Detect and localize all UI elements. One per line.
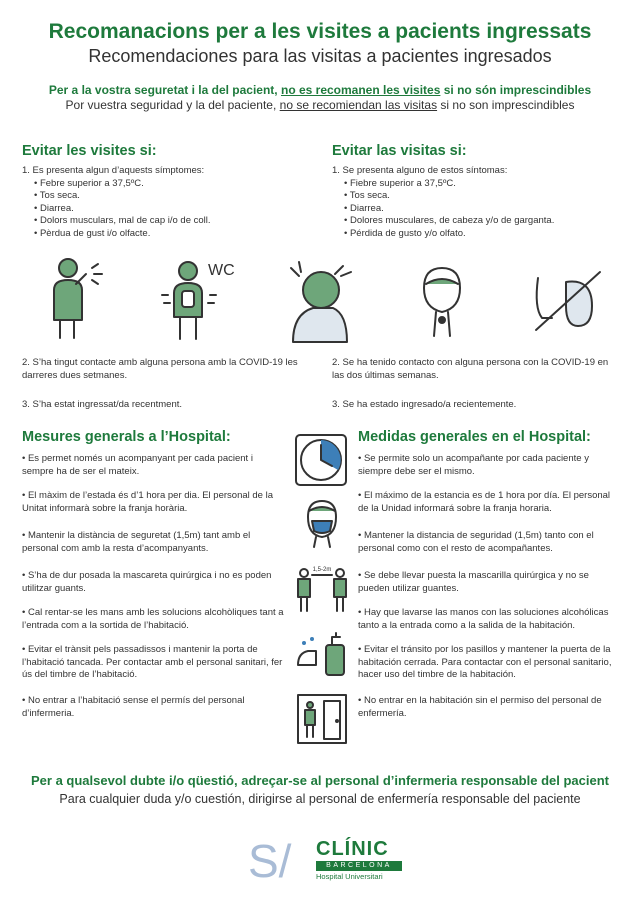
footer-ca: Per a qualsevol dubte i/o qüestió, adreçar-se al personal d’infermeria responsable del pacient bbox=[31, 773, 609, 788]
page-title: Recomanacions per a les visites a pacients ingressats bbox=[48, 20, 592, 43]
measures-es-item-6: • Evitar el tránsito por los pasillos y mantener la puerta de la habitación cerrada. Para contactar con el personal sanitario, hacer uso del timbre de la habitación. bbox=[358, 644, 612, 680]
avoid-es-intro: 1. Se presenta alguno de estos síntomas: bbox=[332, 165, 508, 176]
list-item: • Dolores musculares, de cabeza y/o de garganta. bbox=[344, 215, 612, 228]
page-subtitle: Recomendaciones para las visitas a pacientes ingresados bbox=[88, 46, 552, 66]
warning-ca-underlined: no es recomanen les visites bbox=[280, 83, 441, 97]
measures-ca-item-7: • No entrar a l’habitació sense el permís del personal d’infermeria. bbox=[22, 695, 245, 719]
sore-throat-icon bbox=[412, 262, 472, 344]
list-item: • Tos seca. bbox=[34, 190, 292, 203]
enter-room-icon bbox=[296, 693, 348, 745]
avoid-ca-intro: 1. Es presenta algun d’aquests símptomes: bbox=[22, 165, 205, 176]
list-item: • Febre superior a 37,5ºC. bbox=[34, 178, 292, 191]
list-item: • Diarrea. bbox=[34, 203, 292, 216]
diarrhea-icon bbox=[158, 255, 238, 343]
list-item: • Dolors musculars, mal de cap i/o de coll. bbox=[34, 215, 292, 228]
measures-es-title: Medidas generales en el Hospital: bbox=[358, 429, 591, 445]
logo-clinic: CLÍNIC bbox=[316, 838, 389, 860]
list-item: • Diarrea. bbox=[344, 203, 612, 216]
measures-es-item-2: • El máximo de la estancia es de 1 hora por día. El personal de la Unidad informará sobre la franja horaria. bbox=[358, 490, 611, 514]
distance-icon bbox=[294, 563, 350, 613]
avoid-ca-p3: 3. S’ha estat ingressat/da recentment. bbox=[22, 399, 183, 410]
list-item: • Pèrdua de gust i/o olfacte. bbox=[34, 228, 292, 241]
list-item: • Tos seca. bbox=[344, 190, 612, 203]
measures-es-item-1: • Se permite solo un acompañante por cada paciente y siempre debe ser el mismo. bbox=[358, 453, 589, 477]
measures-es-item-3: • Mantener la distancia de seguridad (1,5m) tanto con el personal como con el resto de acompañantes. bbox=[358, 530, 594, 554]
warning-es-underlined: no se recomiendan las visitas bbox=[279, 98, 438, 112]
avoid-es-p3: 3. Se ha estado ingresado/a recientemente. bbox=[332, 399, 517, 410]
clinic-logo bbox=[316, 839, 402, 881]
avoid-es-title: Evitar las visitas si: bbox=[332, 143, 467, 159]
logo-sub: Hospital Universitari bbox=[316, 872, 383, 881]
cough-icon bbox=[40, 250, 110, 342]
warning-ca-post: si no són imprescindibles bbox=[443, 83, 592, 97]
list-item: • Fiebre superior a 37,5ºC. bbox=[344, 178, 612, 191]
measures-es-item-7: • No entrar en la habitación sin el permiso del personal de enfermería. bbox=[358, 695, 602, 719]
measures-ca-item-1: • Es permet només un acompanyant per cada pacient i sempre ha de ser el mateix. bbox=[22, 453, 253, 477]
measures-es-item-4: • Se debe llevar puesta la mascarilla quirúrgica y no se pueden utilizar guantes. bbox=[358, 570, 589, 594]
avoid-es-list bbox=[332, 165, 612, 240]
measures-es-item-5: • Hay que lavarse las manos con las soluciones alcohólicas tanto a la entrada como a la salida de la habitación. bbox=[358, 607, 609, 631]
avoid-ca-title: Evitar les visites si: bbox=[22, 143, 157, 159]
wc-label: WC bbox=[208, 262, 235, 279]
measures-ca-title: Mesures generals a l’Hospital: bbox=[22, 429, 231, 445]
footer-es: Para cualquier duda y/o cuestión, dirigirse al personal de enfermería responsable del paciente bbox=[59, 792, 581, 806]
distance-label: 1,5-2m bbox=[312, 567, 332, 573]
warning-ca-pre: Per a la vostra seguretat i la del pacient, bbox=[48, 83, 278, 97]
logo-s: S/ bbox=[248, 835, 292, 887]
measures-ca-item-2: • El màxim de l’estada és d’1 hora per dia. El personal de la Unitat informarà sobre la franja horària. bbox=[22, 490, 273, 514]
loss-taste-smell-icon bbox=[530, 268, 610, 338]
warning-es bbox=[0, 98, 640, 112]
measures-ca-item-3: • Mantenir la distància de seguretat (1,5m) tant amb el personal com amb la resta d’acompanyants. bbox=[22, 530, 251, 554]
warning-ca bbox=[0, 83, 640, 97]
avoid-ca-p2: 2. S’ha tingut contacte amb alguna persona amb la COVID-19 les darreres dues setmanes. bbox=[22, 357, 298, 381]
avoid-ca-list bbox=[22, 165, 292, 240]
clock-icon bbox=[294, 433, 348, 487]
list-item: • Pérdida de gusto y/o olfato. bbox=[344, 228, 612, 241]
measures-ca-item-6: • Evitar el trànsit pels passadissos i mantenir la porta de l’habitació tancada. Per contactar amb el personal sanitari, fer ús del timbre de l’habitació. bbox=[22, 644, 283, 680]
avoid-es-p2: 2. Se ha tenido contacto con alguna persona con la COVID-19 en las dos últimas semanas. bbox=[332, 357, 609, 381]
hand-sanitizer-icon bbox=[294, 631, 350, 677]
warning-es-post: si no son imprescindibles bbox=[440, 98, 575, 112]
headache-icon bbox=[285, 258, 360, 344]
measures-ca-item-5: • Cal rentar-se les mans amb les solucions alcohòliques tant a l’entrada com a la sortida de l’habitació. bbox=[22, 607, 284, 631]
measures-ca-item-4: • S’ha de dur posada la mascareta quirúrgica i no es poden utilitzar guants. bbox=[22, 570, 272, 594]
logo-barcelona: BARCELONA bbox=[316, 861, 402, 871]
warning-es-pre: Por vuestra seguridad y la del paciente, bbox=[65, 98, 277, 112]
mask-icon bbox=[300, 497, 344, 549]
